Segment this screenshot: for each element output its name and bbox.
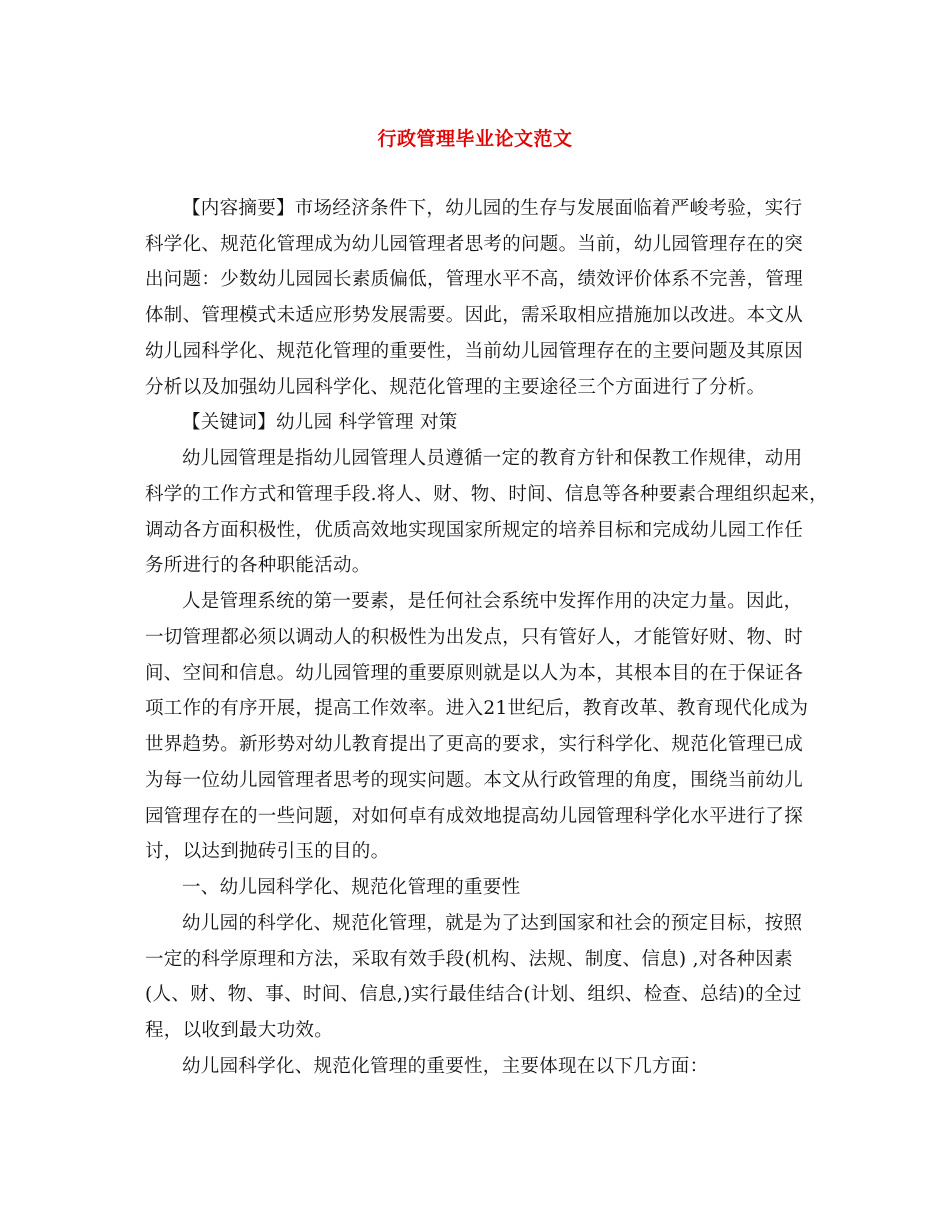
document-title: 行政管理毕业论文范文	[377, 128, 573, 150]
paragraph-line: (人、财、物、事、时间、信息,)实行最佳结合(计划、组织、检查、总结)的全过	[145, 984, 802, 1005]
paragraph-line: 科学的工作方式和管理手段.将人、财、物、时间、信息等各种要素合理组织起来，	[145, 484, 828, 505]
paragraph-line: 调动各方面积极性，优质高效地实现国家所规定的培养目标和完成幼儿园工作任	[145, 520, 804, 541]
paragraph-line: 人是管理系统的第一要素，是任何社会系统中发挥作用的决定力量。因此，	[182, 591, 803, 612]
paragraph-line: 幼儿园管理是指幼儿园管理人员遵循一定的教育方针和保教工作规律，动用	[182, 448, 803, 469]
paragraph-line: 程，以收到最大功效。	[145, 1020, 334, 1041]
paragraph-line: 幼儿园科学化、规范化管理的重要性，当前幼儿园管理存在的主要问题及其原因	[145, 341, 804, 362]
section-heading: 一、幼儿园科学化、规范化管理的重要性	[182, 877, 521, 898]
paragraph-line: 科学化、规范化管理成为幼儿园管理者思考的问题。当前，幼儿园管理存在的突	[145, 234, 804, 255]
paragraph-line: 讨，以达到抛砖引玉的目的。	[145, 841, 390, 862]
paragraph-line: 出问题：少数幼儿园园长素质偏低，管理水平不高，绩效评价体系不完善，管理	[145, 269, 804, 290]
paragraph-line: 【内容摘要】市场经济条件下，幼儿园的生存与发展面临着严峻考验，实行	[182, 198, 803, 219]
paragraph-line: 园管理存在的一些问题，对如何卓有成效地提高幼儿园管理科学化水平进行了探	[145, 806, 804, 827]
paragraph-line: 世界趋势。新形势对幼儿教育提出了更高的要求，实行科学化、规范化管理已成	[145, 734, 804, 755]
paragraph-line: 为每一位幼儿园管理者思考的现实问题。本文从行政管理的角度，围绕当前幼儿	[145, 770, 804, 791]
paragraph-line: 幼儿园的科学化、规范化管理，就是为了达到国家和社会的预定目标，按照	[182, 913, 803, 934]
paragraph-line: 项工作的有序开展，提高工作效率。进入21世纪后，教育改革、教育现代化成为	[145, 698, 809, 719]
paragraph-line: 体制、管理模式未适应形势发展需要。因此，需采取相应措施加以改进。本文从	[145, 305, 804, 326]
keywords-line: 【关键词】幼儿园 科学管理 对策	[182, 412, 458, 433]
paragraph-line: 间、空间和信息。幼儿园管理的重要原则就是以人为本，其根本目的在于保证各	[145, 663, 804, 684]
paragraph-line: 一切管理都必须以调动人的积极性为出发点，只有管好人，才能管好财、物、时	[145, 627, 804, 648]
paragraph-line: 一定的科学原理和方法，采取有效手段(机构、法规、制度、信息) ,对各种因素	[145, 949, 793, 970]
paragraph-line: 分析以及加强幼儿园科学化、规范化管理的主要途径三个方面进行了分析。	[145, 377, 766, 398]
paragraph-line: 幼儿园科学化、规范化管理的重要性，主要体现在以下几方面：	[182, 1056, 709, 1077]
paragraph-line: 务所进行的各种职能活动。	[145, 555, 371, 576]
